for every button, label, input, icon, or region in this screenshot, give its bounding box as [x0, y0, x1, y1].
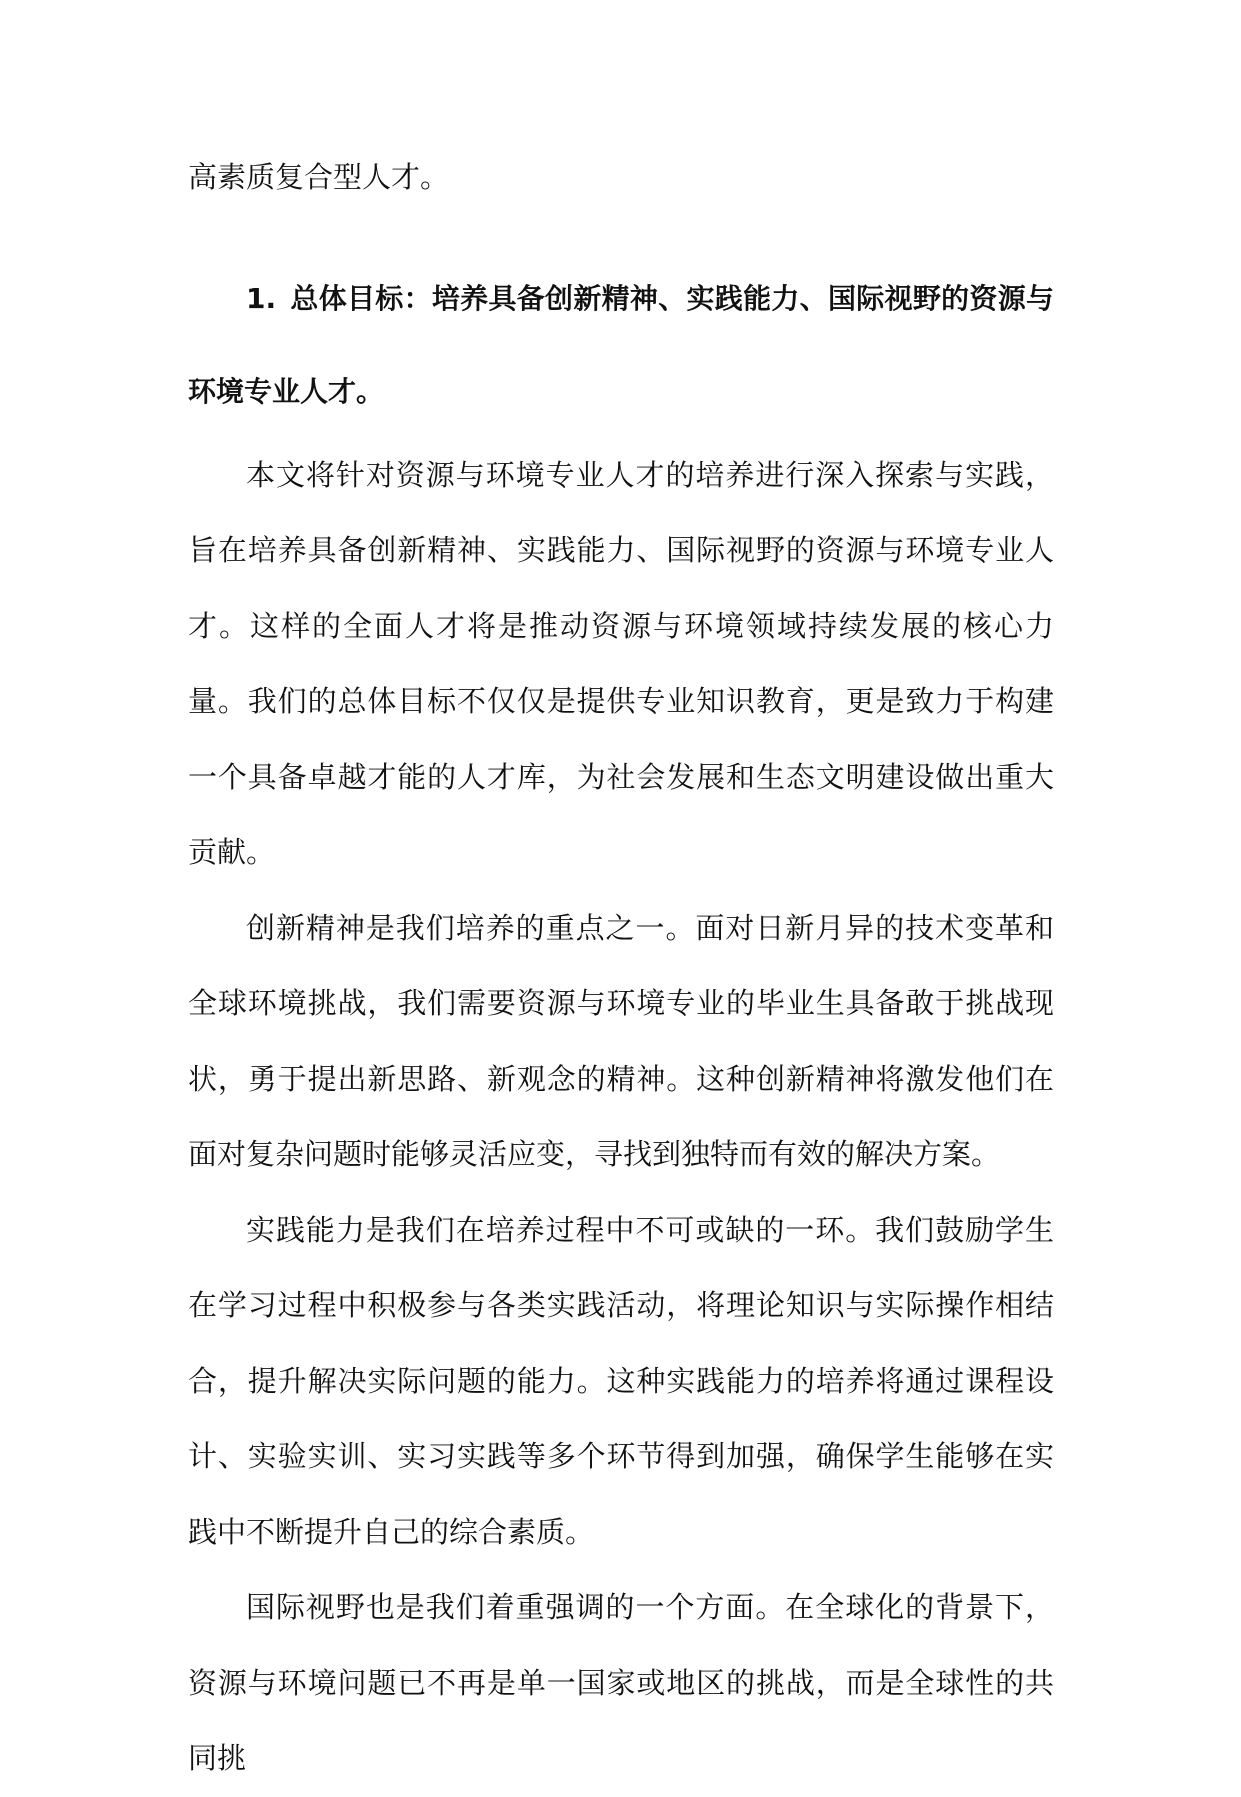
- section-heading-text: 总体目标：培养具备创新精神、实践能力、国际视野的资源与环境专业人才。: [188, 281, 1054, 408]
- intro-tail-paragraph: 高素质复合型人才。: [188, 160, 450, 194]
- section-heading: [188, 252, 1054, 438]
- paragraph-overall-goal: 本文将针对资源与环境专业人才的培养进行深入探索与实践，旨在培养具备创新精神、实践能力、国际视野的资源与环境专业人才。这样的全面人才将是推动资源与环境领域持续发展的核心力量。我们的总体目标不仅仅是提供专业知识教育，更是致力于构建一个具备卓越才能的人才库，为社会发展和生态文明建设做出重大贡献。: [188, 457, 1054, 869]
- section-heading-number: 1.: [246, 281, 277, 315]
- paragraph-practice: 实践能力是我们在培养过程中不可或缺的一环。我们鼓励学生在学习过程中积极参与各类实践活动，将理论知识与实际操作相结合，提升解决实际问题的能力。这种实践能力的培养将通过课程设计、实验实训、实习实践等多个环节得到加强，确保学生能够在实践中不断提升自己的综合素质。: [188, 1212, 1054, 1549]
- paragraph-international: 国际视野也是我们着重强调的一个方面。在全球化的背景下，资源与环境问题已不再是单一国家或地区的挑战，而是全球性的共同挑: [188, 1590, 1054, 1775]
- document-body: [188, 140, 1054, 1797]
- paragraph-innovation: 创新精神是我们培养的重点之一。面对日新月异的技术变革和全球环境挑战，我们需要资源与环境专业的毕业生具备敢于挑战现状，勇于提出新思路、新观念的精神。这种创新精神将激发他们在面对复杂问题时能够灵活应变，寻找到独特而有效的解决方案。: [188, 910, 1054, 1171]
